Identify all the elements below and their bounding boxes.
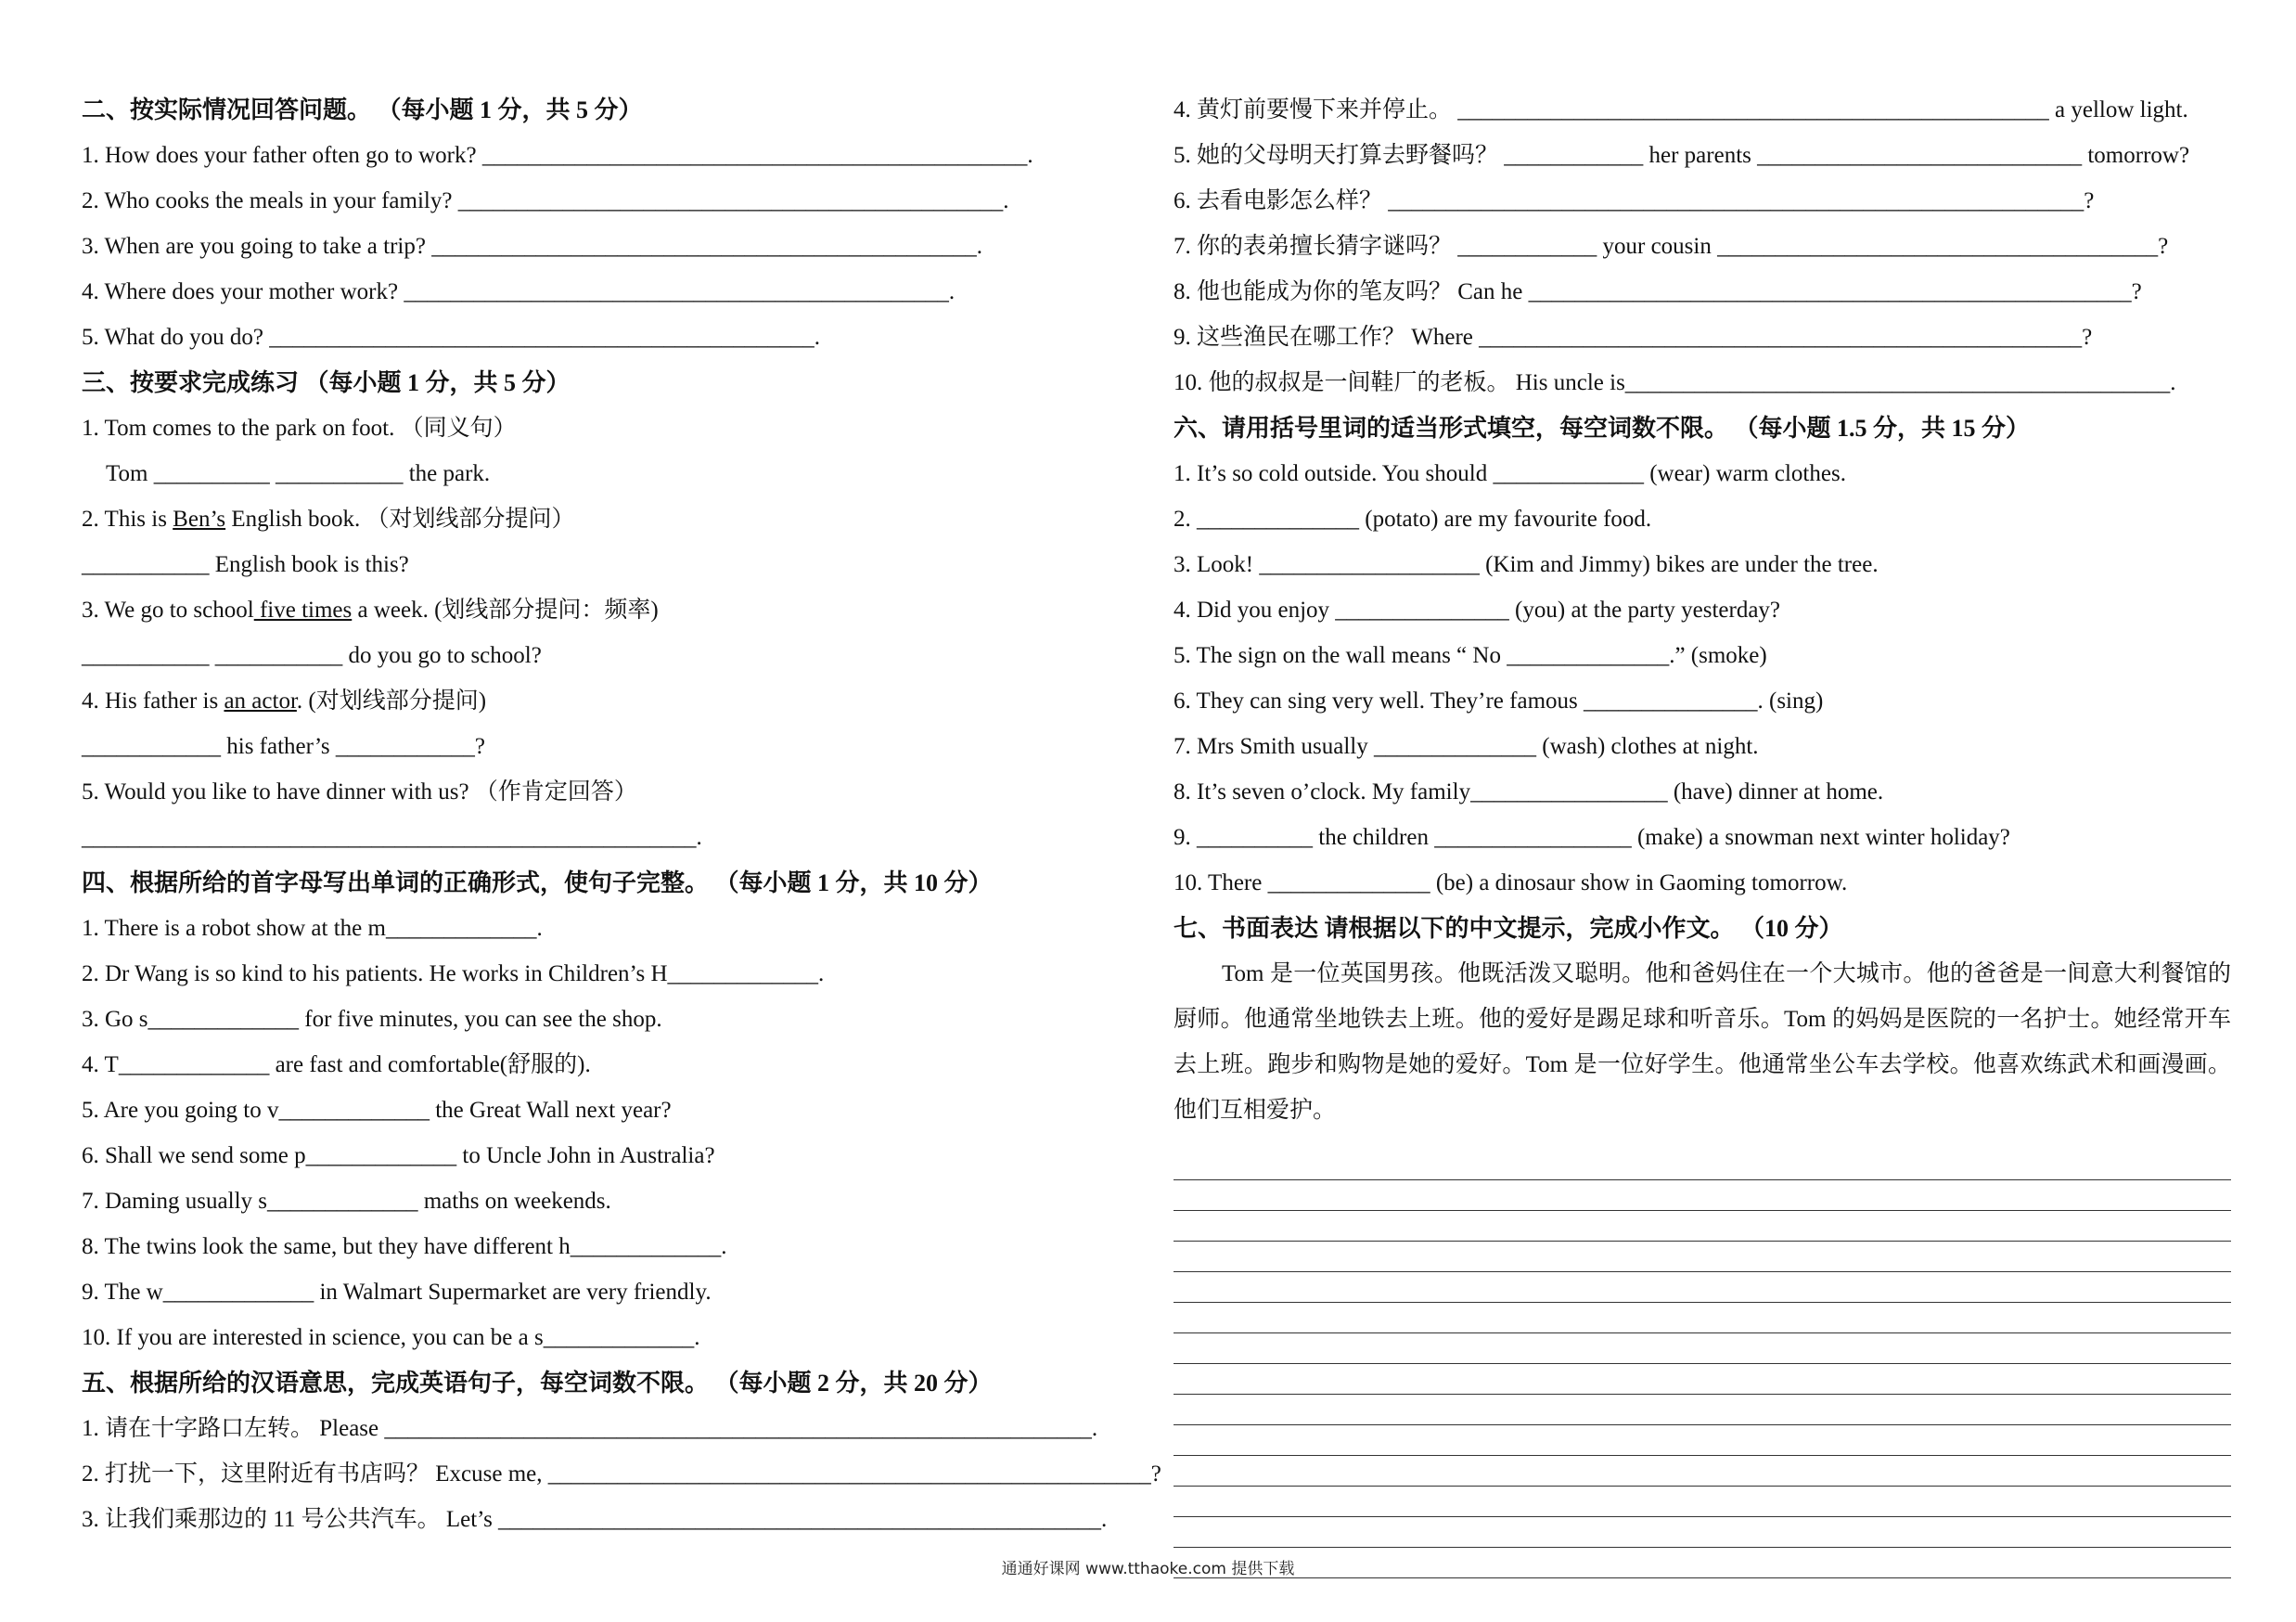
question-line xyxy=(82,496,1084,542)
question-line: 1. There is a robot show at the m_____________. xyxy=(82,916,543,941)
writing-line[interactable] xyxy=(1174,1180,2231,1211)
question-line: 9. __________ the children _________________ (make) a snowman next winter holiday? xyxy=(1174,825,2010,850)
essay-prompt: Tom 是一位英国男孩。他既活泼又聪明。他和爸妈住在一个大城市。他的爸爸是一间意大利餐馆的厨师。他通常坐地铁去上班。他的爱好是踢足球和听音乐。Tom 的妈妈是医院的一名护士。她经常开车去上班。跑步和购物是她的爱好。Tom 是一位好学生。他通常坐公车去学校。他喜欢练武术和画漫画。他们互相爱护。 xyxy=(1174,961,2231,1123)
writing-line[interactable] xyxy=(1174,1242,2231,1272)
writing-line[interactable] xyxy=(1174,1425,2231,1456)
question-line: ___________ ___________ do you go to school? xyxy=(82,643,542,668)
question-line: 1. 请在十字路口左转。 Please _____________________________________________________________. xyxy=(82,1416,1098,1441)
section-heading: 七、书面表达 请根据以下的中文提示，完成小作文。 （10 分） xyxy=(1174,915,1843,942)
question-line: 5. 她的父母明天打算去野餐吗？ ____________ her parents ____________________________ tomorrow? xyxy=(1174,143,2190,168)
question-line: 9. The w_____________ in Walmart Supermarket are very friendly. xyxy=(82,1280,712,1305)
underlined-phrase: Ben’s xyxy=(173,507,226,532)
question-line: 3. Go s_____________ for five minutes, you can see the shop. xyxy=(82,1007,662,1032)
writing-line[interactable] xyxy=(1174,1211,2231,1242)
question-line: Tom __________ ___________ the park. xyxy=(106,461,491,486)
question-line: 7. 你的表弟擅长猜字谜吗？ ____________ your cousin ______________________________________? xyxy=(1174,234,2169,259)
question-line: 9. 这些渔民在哪工作？ Where ____________________________________________________? xyxy=(1174,325,2093,350)
question-text: 3. We go to school xyxy=(82,598,254,623)
question-text: 4. His father is xyxy=(82,689,224,714)
question-line: 3. Look! ___________________ (Kim and Jimmy) bikes are under the tree. xyxy=(1174,552,1879,577)
question-line: 7. Mrs Smith usually ______________ (wash) clothes at night. xyxy=(1174,734,1759,759)
question-line: 4. T_____________ are fast and comfortable(舒服的). xyxy=(82,1052,591,1077)
underlined-phrase: an actor xyxy=(224,689,297,714)
question-line: 5. What do you do? _______________________________________________. xyxy=(82,325,821,350)
writing-line[interactable] xyxy=(1174,1333,2231,1364)
right-question-list xyxy=(1174,87,2231,951)
section-heading: 四、根据所给的首字母写出单词的正确形式，使句子完整。 （每小题 1 分，共 10 分） xyxy=(82,869,993,896)
question-line: 1. It’s so cold outside. You should _____________ (wear) warm clothes. xyxy=(1174,461,1846,486)
question-text: English book. （对划线部分提问） xyxy=(225,507,575,532)
question-line: 8. It’s seven o’clock. My family_________________ (have) dinner at home. xyxy=(1174,779,1884,805)
question-line xyxy=(82,587,1084,633)
underlined-phrase: five times xyxy=(253,598,353,623)
question-line: 1. How does your father often go to work? _______________________________________________. xyxy=(82,143,1033,168)
question-line: 6. Shall we send some p_____________ to Uncle John in Australia? xyxy=(82,1143,715,1168)
right-column xyxy=(1174,87,2231,1578)
question-line: 5. The sign on the wall means “ No ______________.” (smoke) xyxy=(1174,643,1767,668)
writing-line[interactable] xyxy=(1174,1303,2231,1333)
question-line xyxy=(82,678,1084,724)
question-line: _____________________________________________________. xyxy=(82,825,702,850)
question-line: 5. Would you like to have dinner with us? （作肯定回答） xyxy=(82,779,637,805)
question-line: 2. Who cooks the meals in your family? _______________________________________________. xyxy=(82,188,1009,213)
section-heading: 二、按实际情况回答问题。 （每小题 1 分，共 5 分） xyxy=(82,97,643,123)
question-line: 2. ______________ (potato) are my favourite food. xyxy=(1174,507,1652,532)
question-line: 6. 去看电影怎么样？ ____________________________________________________________? xyxy=(1174,188,2095,213)
left-column xyxy=(82,87,1161,1542)
question-line: 1. Tom comes to the park on foot. （同义句） xyxy=(82,416,517,441)
question-text: . (对划线部分提问) xyxy=(296,689,487,714)
question-line: ___________ English book is this? xyxy=(82,552,409,577)
question-text: 2. This is xyxy=(82,507,173,532)
question-line: 2. Dr Wang is so kind to his patients. He works in Children’s H_____________. xyxy=(82,961,825,986)
question-line: 10. If you are interested in science, you can be a s_____________. xyxy=(82,1325,700,1350)
writing-line[interactable] xyxy=(1174,1487,2231,1517)
question-line: 8. 他也能成为你的笔友吗？ Can he ____________________________________________________? xyxy=(1174,279,2142,304)
writing-line[interactable] xyxy=(1174,1272,2231,1303)
question-line: 4. Where does your mother work? _______________________________________________. xyxy=(82,279,956,304)
question-line: 10. There ______________ (be) a dinosaur show in Gaoming tomorrow. xyxy=(1174,870,1848,895)
essay-writing-area[interactable] xyxy=(1174,1150,2231,1578)
question-line: 2. 打扰一下，这里附近有书店吗？ Excuse me, ____________________________________________________? xyxy=(82,1461,1161,1487)
section-heading: 五、根据所给的汉语意思，完成英语句子，每空词数不限。 （每小题 2 分，共 20 分） xyxy=(82,1370,993,1397)
writing-line[interactable] xyxy=(1174,1517,2231,1548)
question-text: a week. (划线部分提问：频率) xyxy=(352,598,659,623)
footer-source: 通通好课网 www.tthaoke.com 提供下载 xyxy=(1001,1560,1295,1578)
writing-line[interactable] xyxy=(1174,1364,2231,1395)
question-line: 3. 让我们乘那边的 11 号公共汽车。 Let’s ____________________________________________________. xyxy=(82,1507,1108,1532)
question-line: 10. 他的叔叔是一间鞋厂的老板。 His uncle is_______________________________________________. xyxy=(1174,370,2176,395)
writing-line[interactable] xyxy=(1174,1150,2231,1180)
writing-line[interactable] xyxy=(1174,1456,2231,1487)
question-line: 5. Are you going to v_____________ the Great Wall next year? xyxy=(82,1098,672,1123)
question-line: 3. When are you going to take a trip? _______________________________________________. xyxy=(82,234,982,259)
question-line: 8. The twins look the same, but they have different h_____________. xyxy=(82,1234,727,1259)
question-line: 4. 黄灯前要慢下来并停止。 ___________________________________________________ a yellow light. xyxy=(1174,97,2188,122)
question-line: 6. They can sing very well. They’re famous _______________. (sing) xyxy=(1174,689,1824,714)
section-heading: 三、按要求完成练习 （每小题 1 分，共 5 分） xyxy=(82,369,571,396)
question-line: ____________ his father’s ____________? xyxy=(82,734,485,759)
question-line: 4. Did you enjoy _______________ (you) at the party yesterday? xyxy=(1174,598,1781,623)
writing-line[interactable] xyxy=(1174,1395,2231,1425)
section-heading: 六、请用括号里词的适当形式填空，每空词数不限。 （每小题 1.5 分，共 15 分） xyxy=(1174,415,2031,442)
question-line: 7. Daming usually s_____________ maths on weekends. xyxy=(82,1189,611,1214)
